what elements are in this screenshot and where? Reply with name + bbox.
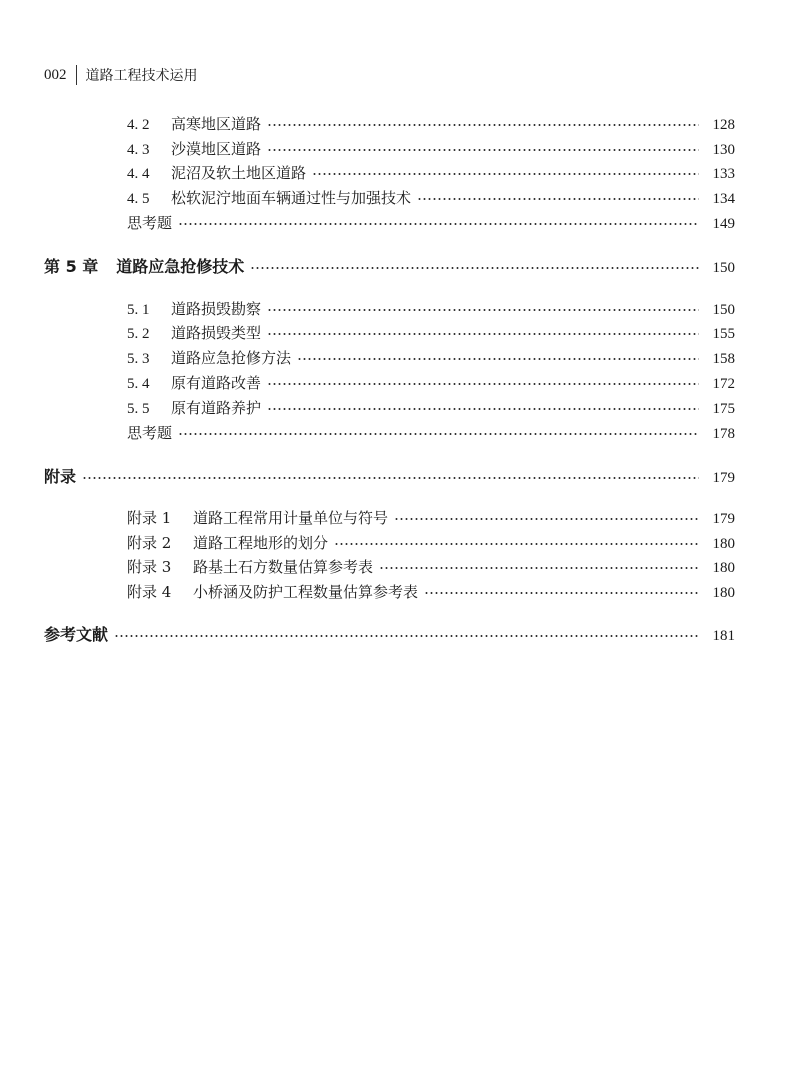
dot-leader bbox=[267, 309, 699, 311]
entry-title: 道路损毁勘察 bbox=[171, 300, 262, 318]
entry-page: 172 bbox=[712, 376, 735, 392]
dot-leader bbox=[178, 433, 699, 435]
dot-leader bbox=[267, 383, 699, 385]
entry-page: 179 bbox=[712, 470, 735, 486]
dot-leader bbox=[267, 333, 699, 335]
entry-title: 松软泥泞地面车辆通过性与加强技术 bbox=[171, 189, 412, 207]
entry-page: 158 bbox=[712, 351, 735, 367]
toc-appendix-2[interactable] bbox=[127, 532, 735, 554]
entry-title: 路基土石方数量估算参考表 bbox=[193, 558, 374, 576]
toc-entry-5-4[interactable] bbox=[127, 372, 735, 394]
chapter-number: 第 5 章 bbox=[44, 257, 99, 276]
entry-title: 道路工程地形的划分 bbox=[193, 534, 329, 552]
dot-leader bbox=[297, 358, 699, 360]
entry-number: 附录 1 bbox=[127, 509, 172, 527]
toc-entry-4-4[interactable] bbox=[127, 162, 735, 184]
entry-page: 175 bbox=[712, 401, 735, 417]
dot-leader bbox=[312, 173, 699, 175]
entry-page: 180 bbox=[712, 536, 735, 552]
entry-title: 道路工程常用计量单位与符号 bbox=[193, 509, 389, 527]
entry-title: 道路应急抢修方法 bbox=[171, 349, 292, 367]
toc-appendix-1[interactable] bbox=[127, 507, 735, 529]
entry-title: 高寒地区道路 bbox=[171, 115, 262, 133]
toc-entry-questions-5[interactable] bbox=[127, 422, 735, 444]
entry-title: 道路损毁类型 bbox=[171, 324, 262, 342]
entry-title: 原有道路改善 bbox=[171, 374, 262, 392]
entry-page: 128 bbox=[712, 117, 735, 133]
toc-appendix[interactable] bbox=[44, 466, 735, 488]
toc-entry-4-5[interactable] bbox=[127, 187, 735, 209]
dot-leader bbox=[417, 198, 699, 200]
entry-number: 4. 2 bbox=[127, 117, 150, 133]
entry-page: 133 bbox=[712, 166, 735, 182]
toc-entry-5-5[interactable] bbox=[127, 397, 735, 419]
chapter-title: 道路应急抢修技术 bbox=[116, 257, 245, 276]
dot-leader bbox=[394, 518, 699, 520]
toc-appendix-3[interactable] bbox=[127, 556, 735, 578]
dot-leader bbox=[178, 223, 699, 225]
dot-leader bbox=[250, 267, 699, 269]
entry-number: 4. 3 bbox=[127, 142, 150, 158]
entry-number: 5. 1 bbox=[127, 302, 150, 318]
entry-page: 181 bbox=[712, 628, 735, 644]
entry-title: 思考题 bbox=[127, 214, 173, 232]
entry-page: 149 bbox=[712, 216, 735, 232]
entry-page: 150 bbox=[712, 302, 735, 318]
entry-number: 5. 5 bbox=[127, 401, 150, 417]
entry-number: 附录 4 bbox=[127, 583, 172, 601]
entry-number: 5. 2 bbox=[127, 326, 150, 342]
entry-number: 附录 2 bbox=[127, 534, 172, 552]
entry-number: 5. 3 bbox=[127, 351, 150, 367]
toc-entry-5-2[interactable] bbox=[127, 322, 735, 344]
entry-page: 178 bbox=[712, 426, 735, 442]
entry-page: 134 bbox=[712, 191, 735, 207]
page-header bbox=[44, 64, 198, 86]
dot-leader bbox=[267, 149, 699, 151]
dot-leader bbox=[267, 408, 699, 410]
dot-leader bbox=[82, 477, 699, 479]
toc-entry-4-2[interactable] bbox=[127, 113, 735, 135]
entry-title: 原有道路养护 bbox=[171, 399, 262, 417]
toc-references[interactable] bbox=[44, 624, 735, 646]
entry-title: 小桥涵及防护工程数量估算参考表 bbox=[193, 583, 419, 601]
dot-leader bbox=[267, 124, 699, 126]
entry-page: 155 bbox=[712, 326, 735, 342]
entry-page: 180 bbox=[712, 585, 735, 601]
book-title: 道路工程技术运用 bbox=[85, 68, 198, 84]
toc-chapter-5[interactable] bbox=[44, 256, 735, 278]
toc-entry-5-3[interactable] bbox=[127, 347, 735, 369]
dot-leader bbox=[114, 635, 699, 637]
entry-title: 沙漠地区道路 bbox=[171, 140, 262, 158]
toc-entry-questions-4[interactable] bbox=[127, 212, 735, 234]
entry-number: 4. 5 bbox=[127, 191, 150, 207]
dot-leader bbox=[334, 543, 699, 545]
header-divider bbox=[76, 65, 77, 85]
entry-number: 5. 4 bbox=[127, 376, 150, 392]
page-number: 002 bbox=[44, 66, 67, 83]
toc-entry-4-3[interactable] bbox=[127, 138, 735, 160]
dot-leader bbox=[379, 567, 699, 569]
dot-leader bbox=[424, 592, 699, 594]
entry-title: 泥沼及软土地区道路 bbox=[171, 164, 307, 182]
toc-entry-5-1[interactable] bbox=[127, 298, 735, 320]
entry-page: 130 bbox=[712, 142, 735, 158]
entry-page: 150 bbox=[712, 260, 735, 276]
entry-number: 附录 3 bbox=[127, 558, 172, 576]
entry-title: 思考题 bbox=[127, 424, 173, 442]
entry-page: 179 bbox=[712, 511, 735, 527]
toc-appendix-4[interactable] bbox=[127, 581, 735, 603]
chapter-title: 参考文献 bbox=[44, 625, 109, 644]
entry-page: 180 bbox=[712, 560, 735, 576]
chapter-title: 附录 bbox=[44, 467, 77, 486]
entry-number: 4. 4 bbox=[127, 166, 150, 182]
